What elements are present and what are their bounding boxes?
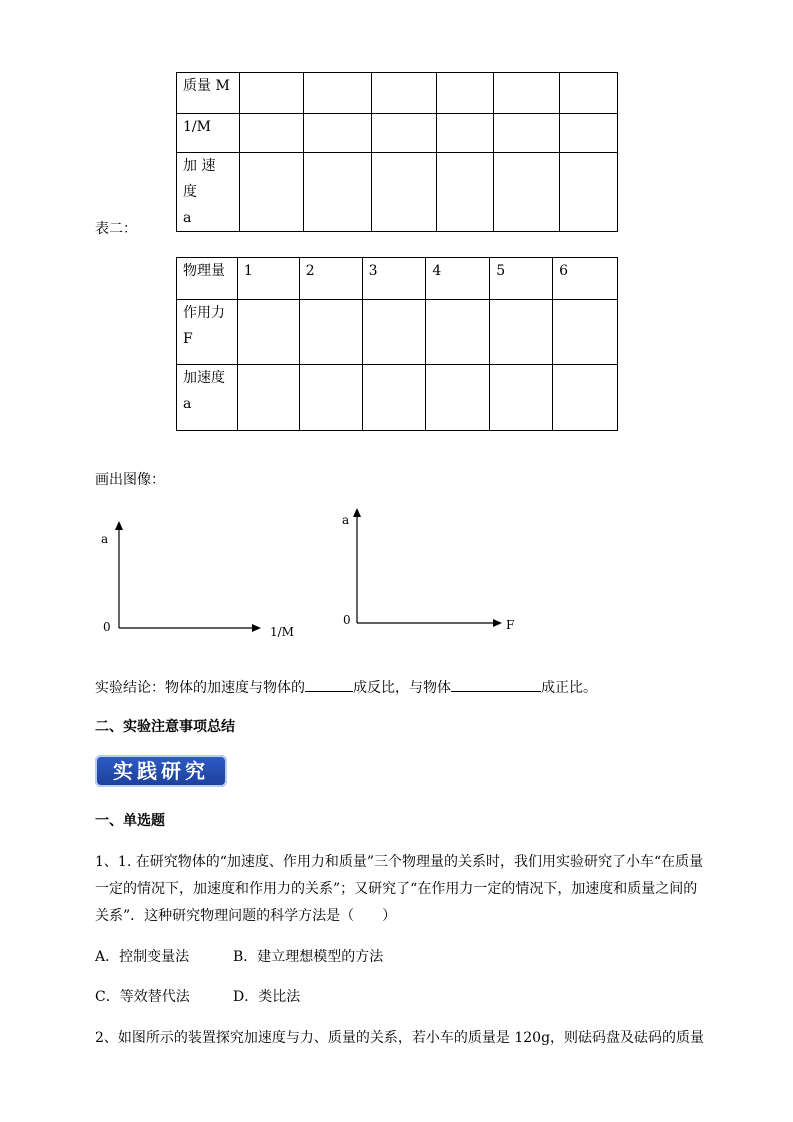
table2-caption: 表二： <box>95 221 137 237</box>
conclusion-part2: 成反比，与物体 <box>353 680 451 696</box>
x-axis-arrow <box>493 619 502 627</box>
table-header-row <box>177 258 618 300</box>
table-cell <box>303 73 371 114</box>
table-cell <box>371 153 437 232</box>
header-cell: 5 <box>490 258 553 300</box>
table-cell <box>303 114 371 153</box>
row-label-inverse-mass: 1/M <box>177 114 240 153</box>
y-axis-arrow <box>353 508 361 517</box>
y-axis-label: a <box>101 532 109 546</box>
x-axis-label: 1/M <box>270 625 294 639</box>
row-label-force: 作用力 F <box>177 300 238 365</box>
header-cell: 4 <box>426 258 490 300</box>
table-mass-acceleration <box>176 72 618 232</box>
table-cell <box>371 73 437 114</box>
table-row <box>177 114 618 153</box>
table-force-acceleration <box>176 257 618 431</box>
table-cell <box>239 114 303 153</box>
question1-line2: 一定的情况下，加速度和作用力的关系”；又研究了“在作用力一定的情况下，加速度和质量之间的 <box>95 881 698 897</box>
y-axis-arrow <box>115 521 123 530</box>
conclusion-part3: 成正比。 <box>541 680 597 696</box>
table-cell <box>303 153 371 232</box>
table-cell <box>560 73 618 114</box>
table-cell <box>437 73 494 114</box>
y-axis-label: a <box>342 513 350 527</box>
question1-line3: 关系”．这种研究物理问题的科学方法是（ ） <box>95 908 397 924</box>
table-cell <box>494 73 560 114</box>
table-cell <box>237 365 299 431</box>
graph-a-vs-inverse-mass <box>95 515 305 645</box>
table-cell <box>494 153 560 232</box>
option-c: C．等效替代法 <box>95 989 190 1005</box>
blank-inverse <box>305 676 353 692</box>
table-cell <box>490 365 553 431</box>
header-cell: 6 <box>553 258 618 300</box>
table-cell <box>371 114 437 153</box>
table-row <box>177 73 618 114</box>
table-cell <box>437 114 494 153</box>
question1-line1: 1、1. 在研究物体的“加速度、作用力和质量”三个物理量的关系时，我们用实验研究了小车“在质量 <box>95 854 704 870</box>
blank-direct <box>451 676 541 692</box>
x-axis-label: F <box>506 618 515 632</box>
table-cell <box>299 365 362 431</box>
table-row <box>177 365 618 431</box>
option-d: D．类比法 <box>233 989 301 1005</box>
row-label-acceleration: 加速度 a <box>177 365 238 431</box>
table-cell <box>299 300 362 365</box>
table-cell <box>237 300 299 365</box>
table-cell <box>437 153 494 232</box>
table-row <box>177 153 618 232</box>
table-cell <box>553 300 618 365</box>
header-cell: 3 <box>362 258 426 300</box>
table-row <box>177 300 618 365</box>
option-b: B．建立理想模型的方法 <box>233 949 384 965</box>
table-cell <box>239 153 303 232</box>
draw-graph-label: 画出图像： <box>95 472 165 488</box>
table-cell <box>426 300 490 365</box>
table-cell <box>560 153 618 232</box>
origin-label: 0 <box>103 620 111 634</box>
row-label-acceleration: 加 速 度 a <box>177 153 240 232</box>
header-cell: 物理量 <box>177 258 238 300</box>
table-cell <box>362 300 426 365</box>
option-a: A．控制变量法 <box>95 949 190 965</box>
x-axis-arrow <box>252 624 261 632</box>
table-cell <box>362 365 426 431</box>
header-cell: 1 <box>237 258 299 300</box>
table-cell <box>239 73 303 114</box>
table-cell <box>560 114 618 153</box>
graph-a-vs-force <box>335 500 525 635</box>
conclusion <box>95 676 597 697</box>
section-heading: 二、实验注意事项总结 <box>95 719 235 735</box>
origin-label: 0 <box>343 613 351 627</box>
table-cell <box>553 365 618 431</box>
table-cell <box>426 365 490 431</box>
table-cell <box>494 114 560 153</box>
row-label-mass: 质量 M <box>177 73 240 114</box>
single-choice-heading: 一、单选题 <box>95 813 165 829</box>
conclusion-part1: 实验结论：物体的加速度与物体的 <box>95 680 305 696</box>
practice-research-badge: 实践研究 <box>95 755 227 787</box>
header-cell: 2 <box>299 258 362 300</box>
table-cell <box>490 300 553 365</box>
question2-line1: 2、如图所示的装置探究加速度与力、质量的关系，若小车的质量是 120g，则砝码盘及砝码的质量 <box>95 1030 705 1046</box>
